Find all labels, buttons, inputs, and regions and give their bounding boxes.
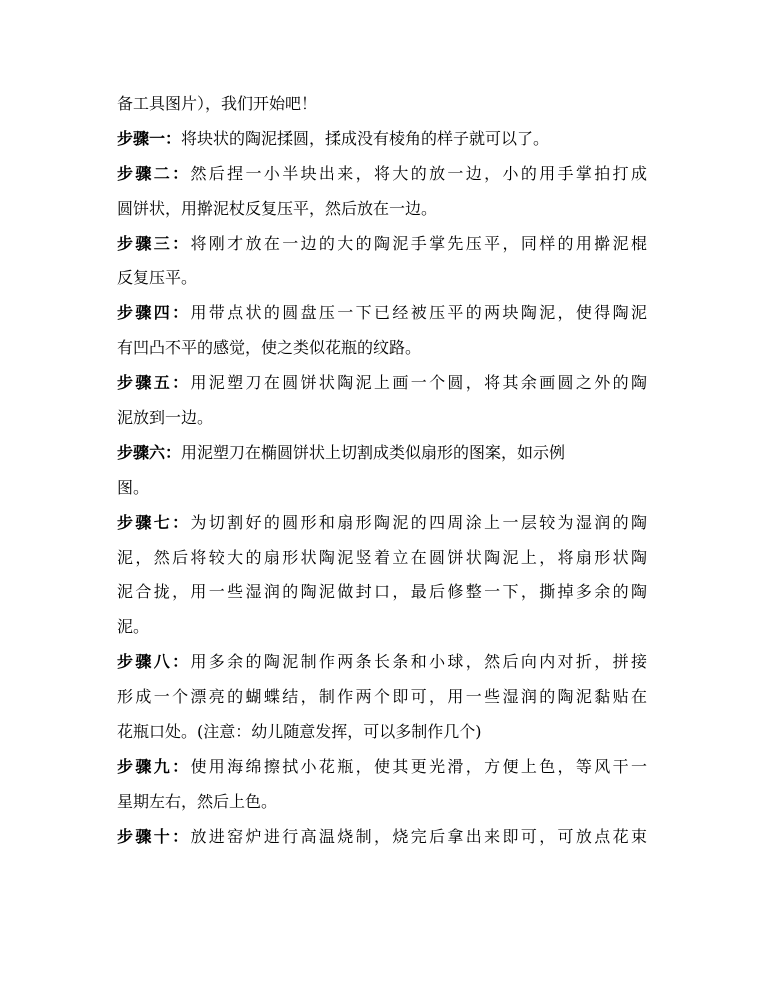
document-page — [117, 87, 647, 855]
text-line — [117, 192, 647, 227]
step-label: 步骤五： — [117, 373, 191, 393]
step-text: 图。 — [117, 477, 150, 497]
step-text: 花瓶口处。(注意：幼儿随意发挥，可以多制作几个) — [117, 722, 482, 742]
step-label: 步骤八： — [117, 652, 191, 672]
step-label: 步骤十： — [117, 826, 191, 846]
text-line — [117, 87, 647, 122]
step-label: 步骤四： — [117, 303, 191, 323]
step-text: 有凹凸不平的感觉，使之类似花瓶的纹路。 — [117, 338, 422, 358]
step-text: 用多余的陶泥制作两条长条和小球，然后向内对折，拼接 — [190, 652, 647, 672]
step-text: 放进窑炉进行高温烧制，烧完后拿出来即可，可放点花束 — [190, 826, 647, 846]
step-text: 使用海绵擦拭小花瓶，使其更光滑，方便上色，等风干一 — [190, 756, 647, 776]
text-line — [117, 471, 647, 506]
text-line — [117, 436, 647, 471]
step-text: 圆饼状，用擀泥杖反复压平，然后放在一边。 — [117, 198, 438, 218]
step-text: 泥，然后将较大的扇形状陶泥竖着立在圆饼状陶泥上，将扇形状陶 — [117, 547, 647, 567]
step-text: 然后捏一小半块出来，将大的放一边，小的用手掌拍打成 — [190, 163, 647, 183]
step-text: 星期左右，然后上色。 — [117, 791, 278, 811]
text-line — [117, 506, 647, 541]
text-line — [117, 820, 647, 855]
step-text: 用带点状的圆盘压一下已经被压平的两块陶泥，使得陶泥 — [190, 303, 647, 323]
step-text: 将刚才放在一边的大的陶泥手掌先压平，同样的用擀泥棍 — [190, 233, 647, 253]
text-line — [117, 296, 647, 331]
step-text: 形成一个漂亮的蝴蝶结，制作两个即可，用一些湿润的陶泥黏贴在 — [117, 687, 647, 707]
text-line — [117, 366, 647, 401]
step-label: 步骤六： — [117, 442, 182, 462]
text-line — [117, 122, 647, 157]
step-label: 步骤七： — [117, 512, 191, 532]
step-label: 步骤九： — [117, 756, 191, 776]
step-text: 反复压平。 — [117, 268, 198, 288]
text-line — [117, 157, 647, 192]
text-line — [117, 575, 647, 610]
step-text: 将块状的陶泥揉圆，揉成没有棱角的样子就可以了。 — [181, 128, 550, 148]
text-line — [117, 645, 647, 680]
text-line — [117, 610, 647, 645]
text-line — [117, 401, 647, 436]
text-line — [117, 680, 647, 715]
text-line — [117, 750, 647, 785]
step-text: 为切割好的圆形和扇形陶泥的四周涂上一层较为湿润的陶 — [190, 512, 647, 532]
step-text: 泥。 — [117, 617, 150, 637]
text-line — [117, 261, 647, 296]
text-line — [117, 785, 647, 820]
step-text: 用泥塑刀在圆饼状陶泥上画一个圆，将其余画圆之外的陶 — [190, 373, 647, 393]
text-line — [117, 227, 647, 262]
step-text: 泥合拢，用一些湿润的陶泥做封口，最后修整一下，撕掉多余的陶 — [117, 582, 647, 602]
step-text: 备工具图片），我们开始吧！ — [117, 94, 318, 113]
step-label: 步骤一： — [117, 128, 182, 148]
step-text: 泥放到一边。 — [117, 408, 214, 428]
text-line — [117, 715, 647, 750]
step-text: 用泥塑刀在椭圆饼状上切割成类似扇形的图案，如示例 — [181, 442, 566, 462]
step-label: 步骤二： — [117, 163, 191, 183]
step-label: 步骤三： — [117, 233, 191, 253]
text-line — [117, 541, 647, 576]
text-line — [117, 331, 647, 366]
